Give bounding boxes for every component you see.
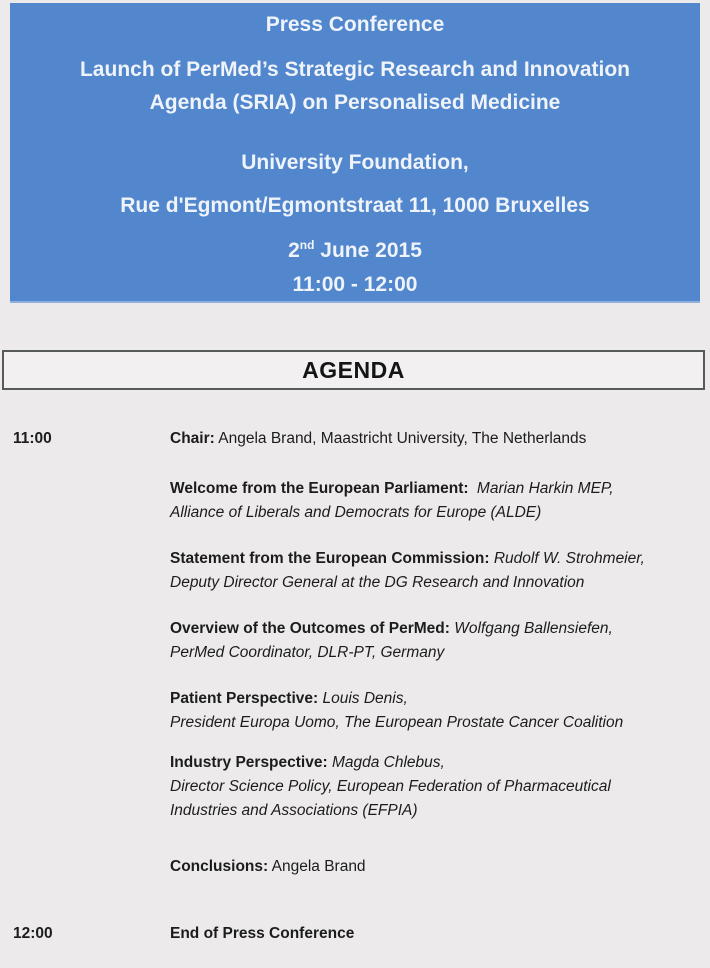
agenda-item-label: Welcome from the European Parliament: — [170, 480, 469, 497]
agenda-item — [13, 922, 685, 946]
agenda-line — [170, 687, 685, 711]
event-date — [10, 238, 700, 264]
agenda-item-content — [170, 547, 685, 595]
agenda-line — [170, 477, 685, 501]
venue-line-2: Rue d'Egmont/Egmontstraat 11, 1000 Bruxelles — [120, 194, 590, 217]
agenda-time — [13, 855, 170, 879]
agenda-line — [170, 617, 685, 641]
document-page — [0, 3, 710, 968]
agenda-line — [170, 751, 685, 775]
agenda-item-label: Overview of the Outcomes of PerMed: — [170, 620, 450, 637]
agenda-time: 11:00 — [13, 430, 52, 447]
agenda-item-detail: PerMed Coordinator, DLR-PT, Germany — [170, 644, 445, 661]
agenda-item-speaker: Magda Chlebus, — [331, 754, 445, 771]
agenda-item-label: Industry Perspective: — [170, 754, 328, 771]
agenda-item — [13, 751, 685, 823]
agenda-item-detail: Deputy Director General at the DG Research and Innovation — [170, 574, 585, 591]
agenda-item-label: Chair: — [170, 430, 215, 447]
agenda-time — [13, 751, 170, 823]
agenda-item-label: Patient Perspective: — [170, 690, 319, 707]
agenda-item-label: Conclusions: — [170, 858, 269, 875]
agenda-time — [13, 617, 170, 665]
agenda-item — [13, 617, 685, 665]
agenda-item-content — [170, 477, 685, 525]
agenda-line — [170, 922, 685, 946]
agenda-item-speaker: Wolfgang Ballensiefen, — [454, 620, 613, 637]
date-ordinal-suffix: nd — [299, 238, 315, 252]
agenda-item-content — [170, 855, 685, 879]
agenda-item-content — [170, 617, 685, 665]
agenda-item-detail: Alliance of Liberals and Democrats for Europe (ALDE) — [170, 504, 542, 521]
agenda-item-speaker: Angela Brand, Maastricht University, The Netherlands — [218, 430, 587, 447]
agenda-item-detail: President Europa Uomo, The European Prostate Cancer Coalition — [170, 714, 624, 731]
agenda-item — [13, 547, 685, 595]
agenda-heading: AGENDA — [2, 350, 705, 390]
agenda-line — [170, 547, 685, 571]
agenda-item — [13, 687, 685, 735]
agenda-item-detail: Industries and Associations (EFPIA) — [170, 802, 418, 819]
event-time-range: 11:00 - 12:00 — [292, 273, 418, 296]
agenda-item-speaker: Louis Denis, — [322, 690, 408, 707]
agenda-item — [13, 427, 685, 451]
agenda-item — [13, 477, 685, 525]
agenda-line — [170, 855, 685, 879]
agenda-item-detail: Director Science Policy, European Federation of Pharmaceutical — [170, 778, 611, 795]
agenda-item-speaker: Angela Brand — [271, 858, 366, 875]
subtitle-line-2: Agenda (SRIA) on Personalised Medicine — [149, 91, 561, 114]
agenda-time — [13, 687, 170, 735]
agenda-item-speaker: Marian Harkin MEP, — [476, 480, 614, 497]
subtitle-line-1: Launch of PerMed’s Strategic Research and Innovation — [79, 58, 630, 81]
agenda-line — [170, 427, 685, 451]
agenda-item-content — [170, 687, 685, 735]
agenda-item-content — [170, 751, 685, 823]
agenda-item-content — [170, 922, 685, 946]
header-block — [10, 3, 700, 303]
agenda-item-label: Statement from the European Commission: — [170, 550, 490, 567]
agenda-item-label: End of Press Conference — [170, 925, 355, 942]
date-day: 2 — [288, 239, 300, 262]
agenda-item-speaker: Rudolf W. Strohmeier, — [493, 550, 645, 567]
venue-line-1: University Foundation, — [241, 151, 469, 174]
agenda-schedule — [0, 390, 710, 946]
agenda-item-content — [170, 427, 685, 451]
page-title: Press Conference — [265, 13, 445, 36]
agenda-time: 12:00 — [13, 925, 53, 942]
agenda-item — [13, 855, 685, 879]
agenda-time — [13, 547, 170, 595]
agenda-time — [13, 477, 170, 525]
date-rest: June 2015 — [314, 239, 422, 262]
